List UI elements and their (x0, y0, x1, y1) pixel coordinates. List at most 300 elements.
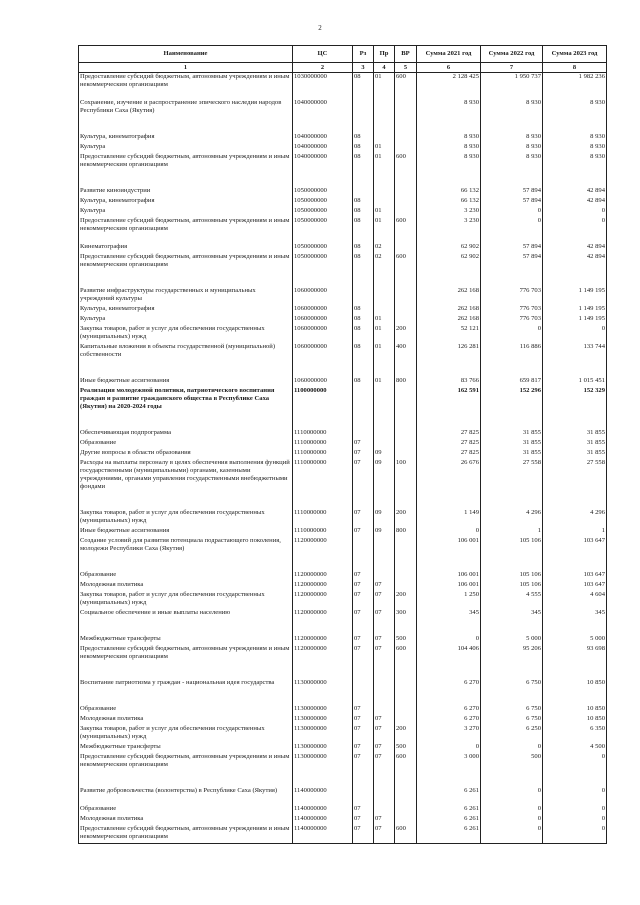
table-row (79, 825, 607, 844)
row-vr (395, 705, 417, 715)
row-pr: 01 (374, 343, 395, 377)
row-vr (395, 243, 417, 253)
row-name: Образование (79, 439, 293, 449)
row-rz: 07 (353, 725, 374, 743)
table-row (79, 133, 607, 143)
row-pr (374, 705, 395, 715)
row-sum-2023: 8 930 (543, 153, 607, 187)
row-pr: 07 (374, 645, 395, 679)
row-cs-code: 1110000000 (293, 459, 353, 509)
row-sum-2023: 103 647 (543, 537, 607, 571)
row-name: Реализация молодежной политики, патриотического воспитания граждан и развитие гражданского общества в Республике Саха (Якутия) на 2020-2024 годы (79, 387, 293, 429)
row-cs-code: 1100000000 (293, 387, 353, 429)
row-name: Предоставление субсидий бюджетным, автономным учреждениям и иным некоммерческим организациям (79, 253, 293, 287)
row-sum-2023: 1 149 195 (543, 305, 607, 315)
row-sum-2021: 3 270 (417, 725, 481, 743)
row-sum-2021: 27 825 (417, 449, 481, 459)
row-sum-2023: 1 015 451 (543, 377, 607, 387)
row-rz: 07 (353, 705, 374, 715)
row-cs-code: 1040000000 (293, 153, 353, 187)
row-sum-2023: 152 329 (543, 387, 607, 429)
row-name: Культура (79, 143, 293, 153)
row-sum-2021: 66 132 (417, 187, 481, 197)
row-name: Другие вопросы в области образования (79, 449, 293, 459)
row-vr: 200 (395, 509, 417, 527)
row-sum-2022: 776 703 (481, 287, 543, 305)
row-name: Предоставление субсидий бюджетным, автономным учреждениям и иным некоммерческим организациям (79, 753, 293, 787)
table-row (79, 645, 607, 679)
row-rz: 08 (353, 315, 374, 325)
row-vr (395, 449, 417, 459)
row-name: Развитие добровольчества (волонтерства) в Республике Саха (Якутия) (79, 787, 293, 805)
row-rz: 07 (353, 449, 374, 459)
table-body (79, 73, 607, 844)
row-name: Культура, кинематография (79, 197, 293, 207)
table-row (79, 287, 607, 305)
row-vr (395, 679, 417, 705)
row-cs-code: 1120000000 (293, 581, 353, 591)
header-sum-2021: Сумма 2021 год (417, 46, 481, 63)
row-pr (374, 805, 395, 815)
row-name: Предоставление субсидий бюджетным, автономным учреждениям и иным некоммерческим организациям (79, 645, 293, 679)
row-name: Иные бюджетные ассигнования (79, 377, 293, 387)
row-sum-2021: 52 121 (417, 325, 481, 343)
row-rz: 07 (353, 591, 374, 609)
row-cs-code: 1060000000 (293, 325, 353, 343)
table-row (79, 635, 607, 645)
row-sum-2022: 57 894 (481, 187, 543, 197)
column-number: 6 (417, 63, 481, 73)
row-rz: 08 (353, 253, 374, 287)
row-rz (353, 679, 374, 705)
row-rz: 07 (353, 753, 374, 787)
row-vr (395, 805, 417, 815)
row-pr: 07 (374, 753, 395, 787)
row-sum-2021: 6 261 (417, 787, 481, 805)
row-vr: 600 (395, 217, 417, 243)
row-name: Межбюджетные трансферты (79, 635, 293, 645)
row-cs-code: 1140000000 (293, 805, 353, 815)
row-vr (395, 715, 417, 725)
table-row (79, 609, 607, 635)
row-sum-2022: 8 930 (481, 153, 543, 187)
row-pr: 09 (374, 459, 395, 509)
row-sum-2021: 2 128 425 (417, 73, 481, 100)
table-row (79, 715, 607, 725)
row-sum-2023: 42 894 (543, 253, 607, 287)
row-sum-2023: 1 149 195 (543, 287, 607, 305)
row-pr: 01 (374, 325, 395, 343)
row-pr (374, 429, 395, 439)
row-vr (395, 537, 417, 571)
row-sum-2023: 31 855 (543, 429, 607, 439)
row-sum-2021: 1 250 (417, 591, 481, 609)
row-vr: 200 (395, 325, 417, 343)
row-pr (374, 679, 395, 705)
row-name: Образование (79, 571, 293, 581)
row-sum-2023: 42 894 (543, 187, 607, 197)
row-sum-2021: 6 261 (417, 825, 481, 844)
row-vr: 300 (395, 609, 417, 635)
row-cs-code: 1140000000 (293, 825, 353, 844)
row-cs-code: 1050000000 (293, 187, 353, 197)
row-pr (374, 287, 395, 305)
row-cs-code: 1110000000 (293, 429, 353, 439)
table-row (79, 197, 607, 207)
row-sum-2022: 0 (481, 743, 543, 753)
row-cs-code: 1130000000 (293, 715, 353, 725)
row-rz: 07 (353, 715, 374, 725)
row-pr (374, 787, 395, 805)
row-pr: 07 (374, 635, 395, 645)
table-header-row (79, 46, 607, 63)
row-vr: 600 (395, 645, 417, 679)
table-row (79, 537, 607, 571)
row-sum-2022: 8 930 (481, 143, 543, 153)
row-vr (395, 99, 417, 133)
row-pr (374, 439, 395, 449)
row-pr: 09 (374, 527, 395, 537)
column-number: 4 (374, 63, 395, 73)
row-sum-2021: 1 149 (417, 509, 481, 527)
row-pr: 09 (374, 449, 395, 459)
row-rz: 07 (353, 509, 374, 527)
table-row (79, 153, 607, 187)
row-sum-2021: 104 406 (417, 645, 481, 679)
table-row (79, 325, 607, 343)
table-row (79, 315, 607, 325)
row-name: Закупка товаров, работ и услуг для обеспечения государственных (муниципальных) нужд (79, 325, 293, 343)
row-rz: 07 (353, 571, 374, 581)
row-vr: 600 (395, 253, 417, 287)
row-pr (374, 537, 395, 571)
row-sum-2021: 262 168 (417, 287, 481, 305)
row-sum-2023: 0 (543, 815, 607, 825)
row-vr (395, 815, 417, 825)
table-row (79, 73, 607, 100)
row-rz: 07 (353, 645, 374, 679)
row-cs-code: 1040000000 (293, 99, 353, 133)
row-pr: 07 (374, 715, 395, 725)
row-sum-2022: 57 894 (481, 253, 543, 287)
row-vr (395, 787, 417, 805)
column-number-row (79, 63, 607, 73)
row-sum-2023: 103 647 (543, 581, 607, 591)
row-sum-2021: 106 001 (417, 571, 481, 581)
row-pr: 02 (374, 253, 395, 287)
row-rz: 07 (353, 581, 374, 591)
row-vr (395, 207, 417, 217)
row-sum-2021: 162 591 (417, 387, 481, 429)
row-rz: 08 (353, 197, 374, 207)
table-row (79, 591, 607, 609)
table-row (79, 753, 607, 787)
row-sum-2022: 105 106 (481, 537, 543, 571)
row-sum-2023: 42 894 (543, 197, 607, 207)
row-sum-2022: 31 855 (481, 429, 543, 439)
row-sum-2021: 0 (417, 527, 481, 537)
row-vr: 200 (395, 591, 417, 609)
row-cs-code: 1140000000 (293, 787, 353, 805)
row-cs-code: 1130000000 (293, 753, 353, 787)
row-sum-2021: 66 132 (417, 197, 481, 207)
row-sum-2022: 776 703 (481, 305, 543, 315)
row-pr: 09 (374, 509, 395, 527)
row-pr: 01 (374, 217, 395, 243)
row-vr (395, 287, 417, 305)
column-number: 2 (293, 63, 353, 73)
table-row (79, 343, 607, 377)
row-sum-2021: 8 930 (417, 99, 481, 133)
row-vr (395, 581, 417, 591)
table-row (79, 187, 607, 197)
table-row (79, 815, 607, 825)
row-sum-2022: 0 (481, 805, 543, 815)
row-sum-2022: 27 558 (481, 459, 543, 509)
row-sum-2021: 3 230 (417, 207, 481, 217)
row-cs-code: 1110000000 (293, 509, 353, 527)
row-pr (374, 187, 395, 197)
row-name: Молодежная политика (79, 581, 293, 591)
row-rz: 08 (353, 207, 374, 217)
table-row (79, 787, 607, 805)
row-pr (374, 99, 395, 133)
row-sum-2023: 0 (543, 825, 607, 844)
row-cs-code: 1050000000 (293, 197, 353, 207)
row-pr: 07 (374, 815, 395, 825)
row-vr: 500 (395, 635, 417, 645)
row-sum-2022: 8 930 (481, 133, 543, 143)
row-name: Закупка товаров, работ и услуг для обеспечения государственных (муниципальных) нужд (79, 509, 293, 527)
row-sum-2023: 10 850 (543, 705, 607, 715)
column-number: 1 (79, 63, 293, 73)
row-pr: 07 (374, 609, 395, 635)
header-vr: ВР (395, 46, 417, 63)
row-vr: 600 (395, 825, 417, 844)
page-number: 2 (318, 24, 322, 32)
row-sum-2023: 345 (543, 609, 607, 635)
row-pr: 01 (374, 153, 395, 187)
row-cs-code: 1120000000 (293, 645, 353, 679)
row-pr: 01 (374, 143, 395, 153)
row-vr: 200 (395, 725, 417, 743)
row-pr: 07 (374, 825, 395, 844)
table-row (79, 143, 607, 153)
row-sum-2021: 6 261 (417, 805, 481, 815)
row-cs-code: 1050000000 (293, 253, 353, 287)
row-rz (353, 387, 374, 429)
row-sum-2022: 776 703 (481, 315, 543, 325)
row-cs-code: 1060000000 (293, 305, 353, 315)
table-row (79, 217, 607, 243)
row-vr (395, 429, 417, 439)
row-sum-2023: 8 930 (543, 133, 607, 143)
table-row (79, 805, 607, 815)
row-vr: 600 (395, 753, 417, 787)
row-vr: 500 (395, 743, 417, 753)
row-sum-2021: 6 270 (417, 715, 481, 725)
row-rz: 07 (353, 805, 374, 815)
table-row (79, 253, 607, 287)
row-rz: 08 (353, 153, 374, 187)
row-sum-2021: 26 676 (417, 459, 481, 509)
row-sum-2022: 31 855 (481, 449, 543, 459)
row-cs-code: 1050000000 (293, 217, 353, 243)
row-sum-2022: 1 950 737 (481, 73, 543, 100)
header-name: Наименование (79, 46, 293, 63)
row-sum-2022: 1 (481, 527, 543, 537)
row-name: Молодежная политика (79, 715, 293, 725)
row-cs-code: 1050000000 (293, 243, 353, 253)
row-sum-2021: 262 168 (417, 305, 481, 315)
row-rz: 08 (353, 343, 374, 377)
row-sum-2023: 1 149 195 (543, 315, 607, 325)
header-rz: Рз (353, 46, 374, 63)
row-rz: 07 (353, 743, 374, 753)
row-sum-2021: 262 168 (417, 315, 481, 325)
row-name: Культура (79, 315, 293, 325)
row-name: Предоставление субсидий бюджетным, автономным учреждениям и иным некоммерческим организациям (79, 73, 293, 100)
row-cs-code: 1030000000 (293, 73, 353, 100)
row-pr: 01 (374, 73, 395, 100)
table-row (79, 725, 607, 743)
row-sum-2022: 6 750 (481, 705, 543, 715)
row-vr: 800 (395, 527, 417, 537)
row-cs-code: 1110000000 (293, 527, 353, 537)
row-sum-2021: 345 (417, 609, 481, 635)
row-name: Сохранение, изучение и распространение эпического наследия народов Республики Саха (Якутия) (79, 99, 293, 133)
row-name: Межбюджетные трансферты (79, 743, 293, 753)
row-rz (353, 537, 374, 571)
row-sum-2023: 42 894 (543, 243, 607, 253)
row-sum-2021: 106 001 (417, 581, 481, 591)
row-name: Культура (79, 207, 293, 217)
row-vr (395, 133, 417, 143)
row-name: Капитальные вложения в объекты государственной (муниципальной) собственности (79, 343, 293, 377)
row-sum-2022: 152 296 (481, 387, 543, 429)
row-cs-code: 1120000000 (293, 635, 353, 645)
row-cs-code: 1040000000 (293, 143, 353, 153)
row-name: Закупка товаров, работ и услуг для обеспечения государственных (муниципальных) нужд (79, 725, 293, 743)
row-name: Иные бюджетные ассигнования (79, 527, 293, 537)
row-vr (395, 315, 417, 325)
row-cs-code: 1130000000 (293, 743, 353, 753)
row-rz: 08 (353, 325, 374, 343)
row-name: Развитие инфраструктуры государственных и муниципальных учреждений культуры (79, 287, 293, 305)
row-rz: 07 (353, 825, 374, 844)
row-cs-code: 1120000000 (293, 609, 353, 635)
row-sum-2021: 6 261 (417, 815, 481, 825)
row-sum-2023: 0 (543, 217, 607, 243)
row-sum-2023: 0 (543, 325, 607, 343)
row-name: Воспитание патриотизма у граждан - национальная идея государства (79, 679, 293, 705)
column-number: 8 (543, 63, 607, 73)
row-sum-2022: 345 (481, 609, 543, 635)
row-sum-2021: 0 (417, 743, 481, 753)
row-sum-2023: 133 744 (543, 343, 607, 377)
table-row (79, 99, 607, 133)
row-rz: 08 (353, 143, 374, 153)
row-name: Социальное обеспечение и иные выплаты населению (79, 609, 293, 635)
row-sum-2022: 6 750 (481, 715, 543, 725)
row-sum-2023: 5 000 (543, 635, 607, 645)
row-sum-2022: 57 894 (481, 243, 543, 253)
table-row (79, 459, 607, 509)
row-rz (353, 429, 374, 439)
row-sum-2022: 0 (481, 325, 543, 343)
row-pr: 07 (374, 591, 395, 609)
header-pr: Пр (374, 46, 395, 63)
row-name: Молодежная политика (79, 815, 293, 825)
row-sum-2023: 4 500 (543, 743, 607, 753)
header-sum-2022: Сумма 2022 год (481, 46, 543, 63)
table-row (79, 429, 607, 439)
row-sum-2022: 105 106 (481, 571, 543, 581)
table-row (79, 449, 607, 459)
column-number: 3 (353, 63, 374, 73)
row-cs-code: 1110000000 (293, 449, 353, 459)
row-rz: 08 (353, 243, 374, 253)
column-number: 7 (481, 63, 543, 73)
row-rz: 08 (353, 217, 374, 243)
row-sum-2022: 8 930 (481, 99, 543, 133)
row-rz: 07 (353, 815, 374, 825)
row-sum-2023: 6 350 (543, 725, 607, 743)
row-sum-2023: 4 296 (543, 509, 607, 527)
row-sum-2021: 27 825 (417, 439, 481, 449)
table-row (79, 705, 607, 715)
row-sum-2021: 6 270 (417, 705, 481, 715)
row-pr: 07 (374, 743, 395, 753)
row-name: Культура, кинематография (79, 305, 293, 315)
row-cs-code: 1060000000 (293, 315, 353, 325)
row-sum-2021: 3 000 (417, 753, 481, 787)
row-pr (374, 387, 395, 429)
row-vr (395, 197, 417, 207)
row-name: Культура, кинематография (79, 133, 293, 143)
row-vr: 100 (395, 459, 417, 509)
row-cs-code: 1130000000 (293, 705, 353, 715)
row-cs-code: 1060000000 (293, 287, 353, 305)
row-sum-2022: 659 817 (481, 377, 543, 387)
column-number: 5 (395, 63, 417, 73)
row-rz (353, 187, 374, 197)
row-cs-code: 1060000000 (293, 377, 353, 387)
row-sum-2021: 62 902 (417, 253, 481, 287)
row-name: Обеспечивающая подпрограмма (79, 429, 293, 439)
row-pr (374, 197, 395, 207)
row-sum-2022: 0 (481, 787, 543, 805)
row-sum-2021: 126 281 (417, 343, 481, 377)
row-vr (395, 187, 417, 197)
row-sum-2023: 103 647 (543, 571, 607, 581)
row-sum-2023: 31 855 (543, 439, 607, 449)
row-sum-2021: 8 930 (417, 143, 481, 153)
row-rz (353, 99, 374, 133)
row-cs-code: 1130000000 (293, 679, 353, 705)
table-row (79, 377, 607, 387)
row-sum-2022: 4 296 (481, 509, 543, 527)
row-sum-2021: 0 (417, 635, 481, 645)
row-sum-2022: 6 250 (481, 725, 543, 743)
row-pr (374, 571, 395, 581)
row-rz (353, 787, 374, 805)
row-sum-2023: 1 982 236 (543, 73, 607, 100)
row-sum-2023: 4 604 (543, 591, 607, 609)
table-row (79, 439, 607, 449)
row-sum-2022: 0 (481, 207, 543, 217)
row-rz: 07 (353, 527, 374, 537)
